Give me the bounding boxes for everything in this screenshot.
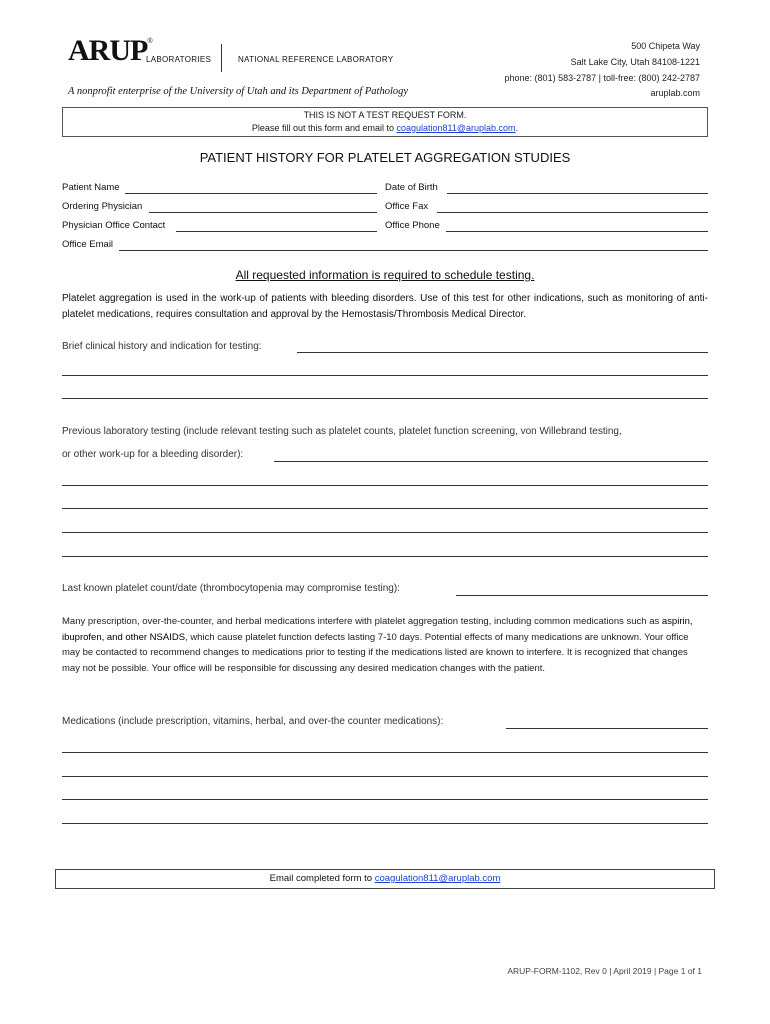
office-email-label: Office Email — [62, 239, 114, 250]
required-notice: All requested information is required to schedule testing. — [235, 268, 535, 282]
medications-text-part1: Many prescription, over-the-counter, and herbal medications interfere with platelet aggregation testing, including common medications such as — [62, 616, 662, 627]
notice-line2 — [63, 122, 707, 135]
previous-testing-label: Previous laboratory testing (include relevant testing such as platelet counts, platelet function screening, von Willebrand testing, — [62, 426, 622, 437]
notice-suffix: . — [515, 123, 519, 133]
clinical-history-line[interactable] — [62, 398, 708, 399]
previous-testing-line[interactable] — [62, 556, 708, 557]
email-footer-box — [55, 869, 715, 889]
medications-nsaids-text: aspirin, ibuprofen, and other NSAIDS — [62, 616, 693, 643]
footer-prefix: Email completed form to — [269, 873, 375, 884]
patient-name-field[interactable] — [125, 193, 377, 194]
notice-email-link[interactable]: coagulation811@aruplab.com — [396, 123, 516, 133]
clinical-history-field[interactable] — [297, 352, 708, 353]
arup-logo — [68, 36, 152, 66]
medications-line[interactable] — [62, 799, 708, 800]
medications-field[interactable] — [506, 728, 708, 729]
notice-box — [62, 107, 708, 137]
logo-subtitle: LABORATORIES — [146, 55, 212, 64]
office-phone-field[interactable] — [446, 231, 708, 232]
medications-paragraph — [62, 614, 708, 676]
office-email-field[interactable] — [119, 250, 708, 251]
platelet-count-field[interactable] — [456, 595, 708, 596]
notice-prefix: Please fill out this form and email to — [251, 123, 397, 133]
office-phone-label: Office Phone — [385, 220, 440, 231]
address-line2: Salt Lake City, Utah 84108-1221 — [570, 57, 700, 67]
website[interactable]: aruplab.com — [650, 88, 700, 98]
registered-mark: ® — [147, 38, 152, 45]
ordering-physician-label: Ordering Physician — [62, 201, 143, 212]
form-title: PATIENT HISTORY FOR PLATELET AGGREGATION STUDIES — [199, 150, 571, 165]
previous-testing-label-cont: or other work-up for a bleeding disorder): — [62, 449, 244, 460]
medications-text-part2: , which cause platelet function defects lasting 7-10 days. Potential effects of many medications are unknown. Your office may be contacted to recommend changes to medications prior to testing if the medications listed are known to interfere. It is recognized that changes may not be possible. Your office will be responsible for discussing any desired medication changes with the patient. — [62, 631, 689, 674]
medications-line[interactable] — [62, 823, 708, 824]
footer-email-link[interactable]: coagulation811@aruplab.com — [374, 873, 501, 884]
address-line1: 500 Chipeta Way — [631, 41, 700, 51]
previous-testing-field[interactable] — [274, 461, 708, 462]
office-fax-field[interactable] — [437, 212, 708, 213]
clinical-history-label: Brief clinical history and indication for testing: — [62, 341, 262, 352]
division-name: NATIONAL REFERENCE LABORATORY — [238, 55, 394, 64]
office-fax-label: Office Fax — [385, 201, 429, 212]
notice-line1: THIS IS NOT A TEST REQUEST FORM. — [303, 110, 467, 120]
header-divider — [221, 44, 222, 72]
previous-testing-line[interactable] — [62, 485, 708, 486]
intro-paragraph: Platelet aggregation is used in the work-up of patients with bleeding disorders. Use of this test for other indications, such as monitoring of anti-platelet medications, requires consultation and approval by the Hemostasis/Thrombosis Medical Director. — [62, 293, 708, 320]
medications-line[interactable] — [62, 776, 708, 777]
phone-line: phone: (801) 583-2787 | toll-free: (800) 242-2787 — [504, 73, 700, 83]
previous-testing-line[interactable] — [62, 532, 708, 533]
platelet-count-label: Last known platelet count/date (thrombocytopenia may compromise testing): — [62, 583, 400, 594]
dob-field[interactable] — [447, 193, 708, 194]
previous-testing-line[interactable] — [62, 508, 708, 509]
dob-label: Date of Birth — [385, 182, 438, 193]
patient-name-label: Patient Name — [62, 182, 120, 193]
clinical-history-line[interactable] — [62, 375, 708, 376]
logo-text: ARUP — [68, 34, 148, 67]
office-contact-field[interactable] — [176, 231, 377, 232]
medications-line[interactable] — [62, 752, 708, 753]
ordering-physician-field[interactable] — [149, 212, 377, 213]
office-contact-label: Physician Office Contact — [62, 220, 166, 231]
medications-label: Medications (include prescription, vitamins, herbal, and over-the counter medications): — [62, 716, 444, 727]
form-id: ARUP-FORM-1102, Rev 0 | April 2019 | Page 1 of 1 — [507, 966, 702, 976]
tagline: A nonprofit enterprise of the University of Utah and its Department of Pathology — [68, 86, 409, 97]
